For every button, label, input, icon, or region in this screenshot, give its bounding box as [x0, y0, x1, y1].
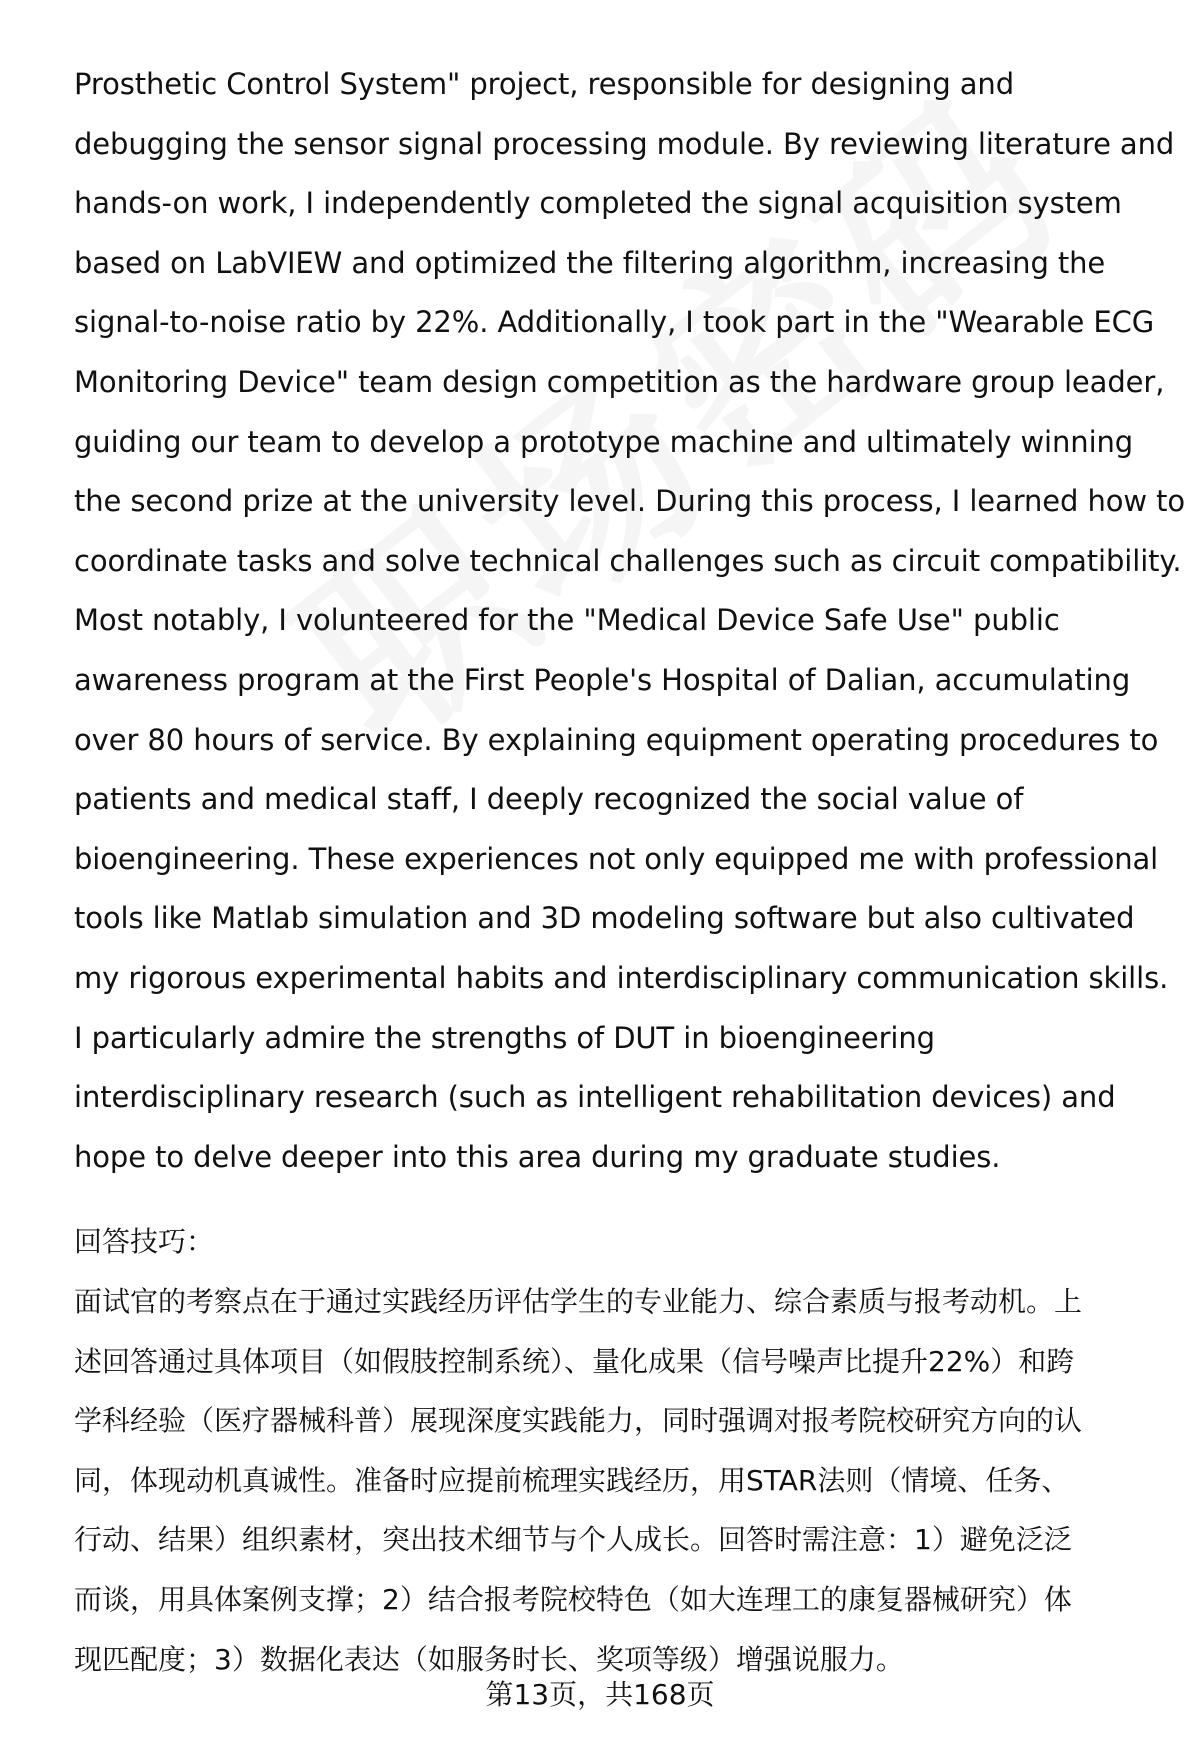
body-line: I particularly admire the strengths of DUT in bioengineering [74, 1020, 935, 1055]
page-number: 第13页，共168页 [485, 1678, 715, 1711]
tips-line: 行动、结果）组织素材，突出技术细节与个人成长。回答时需注意：1）避免泛泛 [74, 1523, 1072, 1557]
body-line: debugging the sensor signal processing module. By reviewing literature and [74, 126, 1175, 161]
body-line: bioengineering. These experiences not only equipped me with professional [74, 841, 1159, 876]
body-line: my rigorous experimental habits and interdisciplinary communication skills. [74, 960, 1169, 995]
body-line: patients and medical staff, I deeply recognized the social value of [74, 782, 1024, 817]
body-line: the second prize at the university level. During this process, I learned how to [74, 484, 1186, 519]
body-line: based on LabVIEW and optimized the filtering algorithm, increasing the [74, 245, 1106, 280]
body-line: Prosthetic Control System" project, responsible for designing and [74, 67, 1015, 101]
tips-line: 述回答通过具体项目（如假肢控制系统）、量化成果（信号噪声比提升22%）和跨 [74, 1344, 1075, 1378]
tips-line: 同，体现动机真诚性。准备时应提前梳理实践经历，用STAR法则（情境、任务、 [74, 1463, 1070, 1497]
tips-line: 面试官的考察点在于通过实践经历评估学生的专业能力、综合素质与报考动机。上 [74, 1285, 1083, 1318]
body-line: tools like Matlab simulation and 3D modeling software but also cultivated [74, 901, 1135, 936]
body-line: over 80 hours of service. By explaining equipment operating procedures to [74, 722, 1159, 757]
body-line: Monitoring Device" team design competition as the hardware group leader, [74, 364, 1165, 399]
body-line: awareness program at the First People's Hospital of Dalian, accumulating [74, 662, 1131, 697]
body-paragraph [74, 55, 1186, 1187]
body-line: Most notably, I volunteered for the "Medical Device Safe Use" public [74, 603, 1060, 638]
body-line: hope to delve deeper into this area during my graduate studies. [74, 1139, 1001, 1174]
body-line: hands-on work, I independently completed the signal acquisition system [74, 186, 1122, 221]
answer-tips-section [74, 1212, 1164, 1689]
tips-line: 现匹配度；3）数据化表达（如服务时长、奖项等级）增强说服力。 [74, 1642, 904, 1676]
body-line: signal-to-noise ratio by 22%. Additionally, I took part in the "Wearable ECG [74, 305, 1155, 340]
body-line: guiding our team to develop a prototype machine and ultimately winning [74, 424, 1134, 459]
body-line: interdisciplinary research (such as intelligent rehabilitation devices) and [74, 1080, 1116, 1115]
tips-heading: 回答技巧： [74, 1225, 215, 1258]
tips-line: 学科经验（医疗器械科普）展现深度实践能力，同时强调对报考院校研究方向的认 [74, 1404, 1083, 1438]
tips-line: 而谈，用具体案例支撑；2）结合报考院校特色（如大连理工的康复器械研究）体 [74, 1582, 1072, 1616]
body-line: coordinate tasks and solve technical challenges such as circuit compatibility. [74, 543, 1182, 578]
